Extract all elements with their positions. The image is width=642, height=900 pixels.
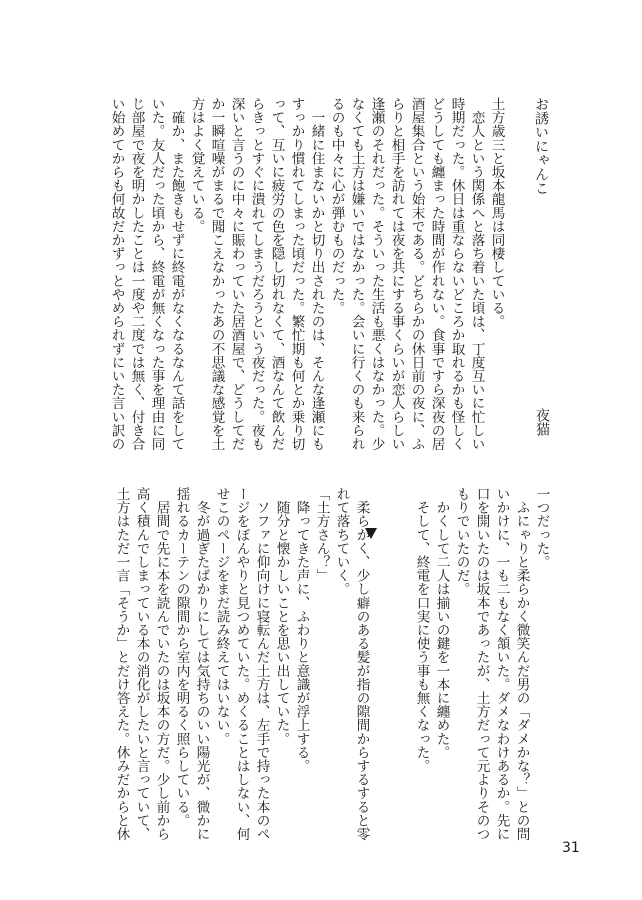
body-line: 土方はただ一言「そうか」とだけ答えた。休みだからと休 — [113, 487, 130, 841]
body-line: るのも中々に心が弾むものだった。 — [328, 97, 345, 315]
body-line: じ部屋で夜を明かしたことは一度や二度では無く、付き合 — [128, 97, 145, 451]
body-line: 一つだった。 — [533, 487, 550, 569]
body-line: 口を開いたのは坂本であったが、土方だって元よりそのつ — [473, 487, 490, 841]
body-line: 随分と懐かしいことを思い出していた。 — [273, 487, 290, 746]
body-line: ふにゃりと柔らかく微笑んだ男の「ダメかな？」との問 — [513, 487, 530, 841]
body-line: 一緒に住まないかと切り出されたのは、そんな逢瀬にも — [308, 97, 325, 451]
body-line: ージをぼんやりと見つめていた。めくることはしない、何 — [233, 487, 250, 841]
body-line: 柔らかく、少し癖のある髪が指の隙間からするすると零 — [353, 487, 370, 841]
body-line: かくして二人は揃いの鍵を一本に纏めた。 — [433, 487, 450, 759]
body-line: れて落ちていく。 — [333, 487, 350, 596]
body-line: 時期だった。休日は重ならないどころか取れるかも怪しく — [448, 97, 465, 451]
body-line: か一瞬喧噪がまるで聞こえなかったあの不思議な感覚を土 — [208, 97, 225, 451]
body-line: らりと相手を訪れては夜を共にする事くらいが恋人らしい — [388, 97, 405, 451]
body-line: 居間で先に本を読んでいたのは坂本の方だ。少し前から — [153, 487, 170, 841]
body-line: って、互いに疲労の色を隠し切れなくて、酒なんて飲んだ — [268, 97, 285, 451]
body-line: 土方歳三と坂本龍馬は同棲している。 — [488, 97, 505, 329]
body-line: らきっとすぐに潰れてしまうだろうという夜だった。夜も — [248, 97, 265, 451]
page-number: 31 — [562, 840, 580, 856]
story-title: お誘いにゃんこ — [533, 97, 549, 195]
body-line: ソファに仰向けに寝転んだ土方は、左手で持った本のペ — [253, 487, 270, 841]
author-name: 夜猫 — [534, 408, 550, 436]
body-line: 揺れるカーテンの隙間から室内を明るく照らしている。 — [173, 487, 190, 827]
body-line: 逢瀬のそれだった。そういった生活も悪くはなかった。少 — [368, 97, 385, 451]
body-line: 恋人という関係へと落ち着いた頃は、丁度互いに忙しい — [468, 97, 485, 451]
body-line: 冬が過ぎたばかりにしては気持ちのいい陽光が、微かに — [193, 487, 210, 841]
body-line: もりでいたのだ。 — [453, 487, 470, 596]
body-line: なくても土方は嫌いではなかった。会いに行くのも来られ — [348, 97, 365, 451]
body-line: 降ってきた声に、ふわりと意識が浮上する。 — [293, 487, 310, 773]
body-line: どうしても纏まった時間が作れない。食事ですら深夜の居 — [428, 97, 445, 451]
body-line: いた。友人だった頃から、終電が無くなった事を理由に同 — [148, 97, 165, 451]
body-line: い始めてからも何故だかずっとやめられずにいた言い訳の — [108, 97, 125, 451]
body-line: 高く積んでしまっている本の消化がしたいと言っていて、 — [133, 487, 150, 841]
body-line: 「土方さん？」 — [313, 487, 330, 583]
body-line: せこのページをまだ読み終えてはいない。 — [213, 487, 230, 746]
body-line: そして、終電を口実に使う事も無くなった。 — [413, 487, 430, 773]
body-line: 確か、また飽きもせずに終電がなくなるなんて話をして — [168, 97, 185, 451]
body-line: 酒屋集合という始末である。どちらかの休日前の夜に、ふ — [408, 97, 425, 451]
body-line: 方はよく覚えている。 — [188, 97, 205, 233]
body-line: すっかり慣れてしまった頃だった。繁忙期も何とか乗り切 — [288, 97, 305, 451]
body-line: いかけに、一も二もなく頷いた。ダメなわけあるか。先に — [493, 487, 510, 841]
body-line: 深いと言うのに中々に賑わっていた居酒屋で、どうしてだ — [228, 97, 245, 451]
